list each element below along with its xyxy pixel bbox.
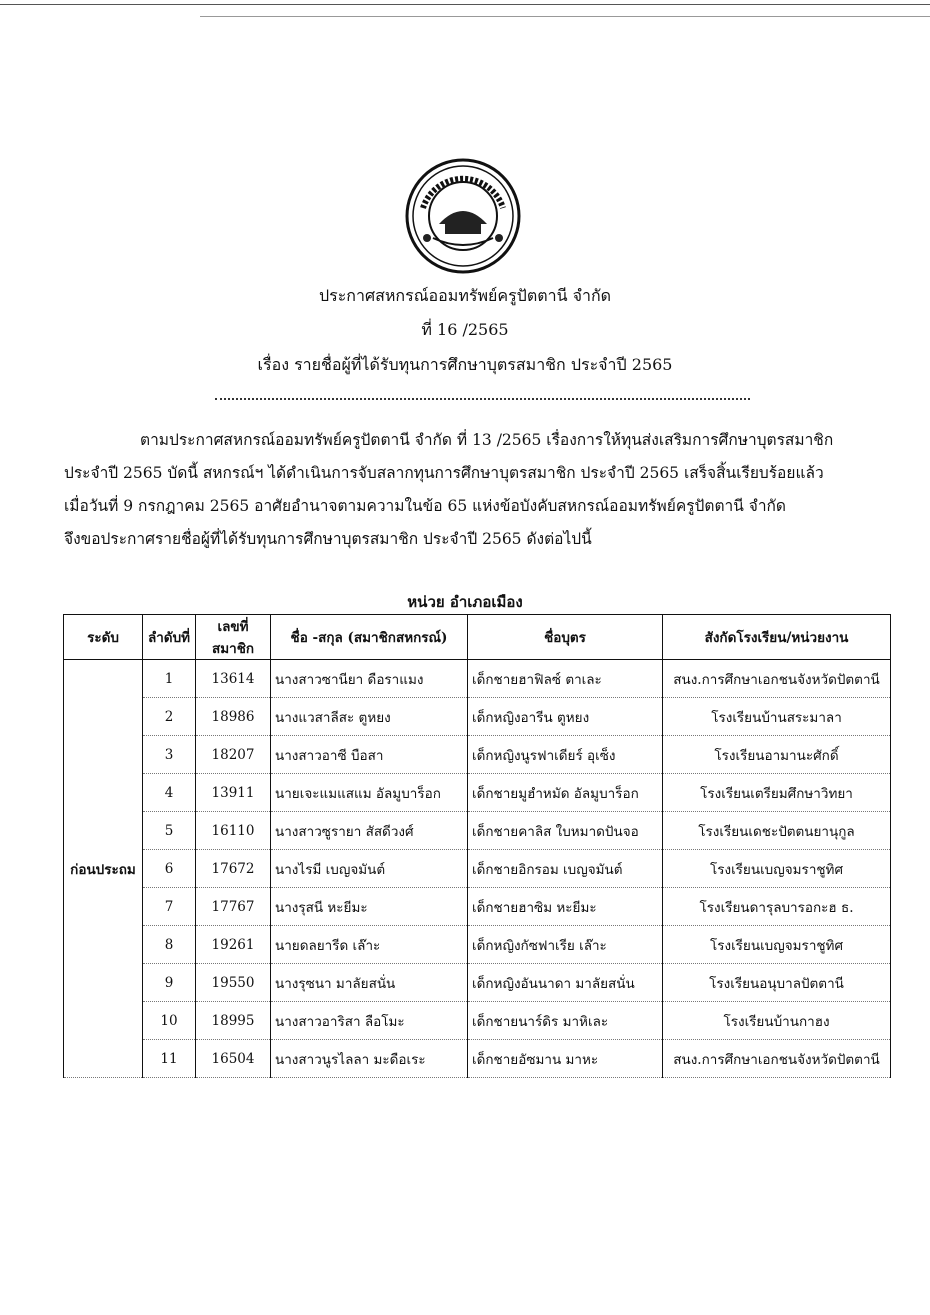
- member-name-cell: นางสาวอาริสา ลือโมะ: [271, 1002, 468, 1040]
- unit-heading: หน่วย อำเภอเมือง: [407, 593, 523, 611]
- table-row: [64, 1040, 891, 1078]
- member-id-cell: 19550: [196, 964, 271, 1002]
- child-name-cell: เด็กชายคาลิส ใบหมาดปันจอ: [468, 812, 663, 850]
- header-member-id: เลขที่สมาชิก: [196, 615, 271, 660]
- child-name-cell: เด็กหญิงอันนาดา มาลัยสนั่น: [468, 964, 663, 1002]
- order-cell: 3: [143, 736, 196, 774]
- school-cell: โรงเรียนอนุบาลปัตตานี: [663, 964, 891, 1002]
- cooperative-seal: [405, 158, 521, 274]
- member-id-cell: 17672: [196, 850, 271, 888]
- member-id-cell: 18207: [196, 736, 271, 774]
- member-name-cell: นางสาวอาซี บือสา: [271, 736, 468, 774]
- school-cell: โรงเรียนดารุลบารอกะฮ ธ.: [663, 888, 891, 926]
- scan-edge-line-secondary: [200, 16, 930, 17]
- member-id-cell: 16504: [196, 1040, 271, 1078]
- table-row: [64, 926, 891, 964]
- scan-edge-line: [0, 4, 930, 5]
- announcement-subject: เรื่อง รายชื่อผู้ที่ได้รับทุนการศึกษาบุตรสมาชิก ประจำปี 2565: [257, 355, 673, 374]
- table-row: [64, 774, 891, 812]
- school-cell: โรงเรียนบ้านสระมาลา: [663, 698, 891, 736]
- school-cell: โรงเรียนบ้านกาฮง: [663, 1002, 891, 1040]
- child-name-cell: เด็กชายอัซมาน มาหะ: [468, 1040, 663, 1078]
- body-line-2: ประจำปี 2565 บัดนี้ สหกรณ์ฯ ได้ดำเนินการจับสลากทุนการศึกษาบุตรสมาชิก ประจำปี 2565 เสร็จสิ้นเรียบร้อยแล้ว: [64, 464, 824, 482]
- member-name-cell: นางรุสนี หะยีมะ: [271, 888, 468, 926]
- child-name-cell: เด็กหญิงอารีน ตูหยง: [468, 698, 663, 736]
- header-member-name: ชื่อ -สกุล (สมาชิกสหกรณ์): [271, 615, 468, 660]
- child-name-cell: เด็กชายฮาซิม หะยีมะ: [468, 888, 663, 926]
- announcement-org-line: ประกาศสหกรณ์ออมทรัพย์ครูปัตตานี จำกัด: [318, 286, 612, 305]
- school-cell: โรงเรียนเตรียมศึกษาวิทยา: [663, 774, 891, 812]
- member-id-cell: 13614: [196, 660, 271, 698]
- member-id-cell: 19261: [196, 926, 271, 964]
- order-cell: 10: [143, 1002, 196, 1040]
- table-header-row: [64, 615, 891, 660]
- school-cell: โรงเรียนเบญจมราชูทิศ: [663, 926, 891, 964]
- announcement-number: ที่ 16 /2565: [421, 320, 509, 339]
- table-row: [64, 736, 891, 774]
- school-cell: โรงเรียนเดชะปัตตนยานุกูล: [663, 812, 891, 850]
- member-name-cell: นางไรมี เบญจมันต์: [271, 850, 468, 888]
- order-cell: 9: [143, 964, 196, 1002]
- order-cell: 1: [143, 660, 196, 698]
- table-row: [64, 660, 891, 698]
- table-row: [64, 850, 891, 888]
- member-name-cell: นางสาวซานียา ดือราแมง: [271, 660, 468, 698]
- scholarship-table: [63, 614, 891, 1078]
- level-cell: ก่อนประถม: [64, 660, 143, 1078]
- table-row: [64, 1002, 891, 1040]
- header-level: ระดับ: [64, 615, 143, 660]
- member-id-cell: 18986: [196, 698, 271, 736]
- school-cell: โรงเรียนเบญจมราชูทิศ: [663, 850, 891, 888]
- table-row: [64, 964, 891, 1002]
- order-cell: 11: [143, 1040, 196, 1078]
- member-name-cell: นางรุซนา มาลัยสนั่น: [271, 964, 468, 1002]
- child-name-cell: เด็กชายมูฮำหมัด อัลมูบาร็อก: [468, 774, 663, 812]
- table-row: [64, 812, 891, 850]
- body-line-3: เมื่อวันที่ 9 กรกฎาคม 2565 อาศัยอำนาจตามความในข้อ 65 แห่งข้อบังคับสหกรณ์ออมทรัพย์ครูปัตตานี จำกัด: [64, 497, 786, 515]
- body-line-1: ตามประกาศสหกรณ์ออมทรัพย์ครูปัตตานี จำกัด ที่ 13 /2565 เรื่องการให้ทุนส่งเสริมการศึกษาบุตรสมาชิก: [140, 431, 834, 449]
- member-name-cell: นายเจะแมแสแม อัลมูบาร็อก: [271, 774, 468, 812]
- member-name-cell: นางแวสาลีสะ ตูหยง: [271, 698, 468, 736]
- member-id-cell: 18995: [196, 1002, 271, 1040]
- header-child-name: ชื่อบุตร: [468, 615, 663, 660]
- child-name-cell: เด็กชายอิกรอม เบญจมันต์: [468, 850, 663, 888]
- body-line-4: จึงขอประกาศรายชื่อผู้ที่ได้รับทุนการศึกษาบุตรสมาชิก ประจำปี 2565 ดังต่อไปนี้: [64, 530, 592, 548]
- child-name-cell: เด็กชายฮาฟิลซ์ ตาเละ: [468, 660, 663, 698]
- order-cell: 7: [143, 888, 196, 926]
- school-cell: สนง.การศึกษาเอกชนจังหวัดปัตตานี: [663, 1040, 891, 1078]
- member-id-cell: 17767: [196, 888, 271, 926]
- member-name-cell: นางสาวซูรายา สัสดีวงศ์: [271, 812, 468, 850]
- table-row: [64, 698, 891, 736]
- header-order: ลำดับที่: [143, 615, 196, 660]
- order-cell: 2: [143, 698, 196, 736]
- child-name-cell: เด็กชายนาร์ดิร มาหิเละ: [468, 1002, 663, 1040]
- header-school: สังกัดโรงเรียน/หน่วยงาน: [663, 615, 891, 660]
- school-cell: โรงเรียนอามานะศักดิ์: [663, 736, 891, 774]
- dotted-separator: [215, 398, 750, 400]
- table-row: [64, 888, 891, 926]
- member-id-cell: 16110: [196, 812, 271, 850]
- order-cell: 4: [143, 774, 196, 812]
- school-cell: สนง.การศึกษาเอกชนจังหวัดปัตตานี: [663, 660, 891, 698]
- member-name-cell: นายดลยารีด เล๊าะ: [271, 926, 468, 964]
- member-name-cell: นางสาวนูรไลลา มะดือเระ: [271, 1040, 468, 1078]
- order-cell: 8: [143, 926, 196, 964]
- member-id-cell: 13911: [196, 774, 271, 812]
- order-cell: 6: [143, 850, 196, 888]
- child-name-cell: เด็กหญิงกัซฟาเรีย เล๊าะ: [468, 926, 663, 964]
- order-cell: 5: [143, 812, 196, 850]
- child-name-cell: เด็กหญิงนูรฟาเดียร์ อุเซ็ง: [468, 736, 663, 774]
